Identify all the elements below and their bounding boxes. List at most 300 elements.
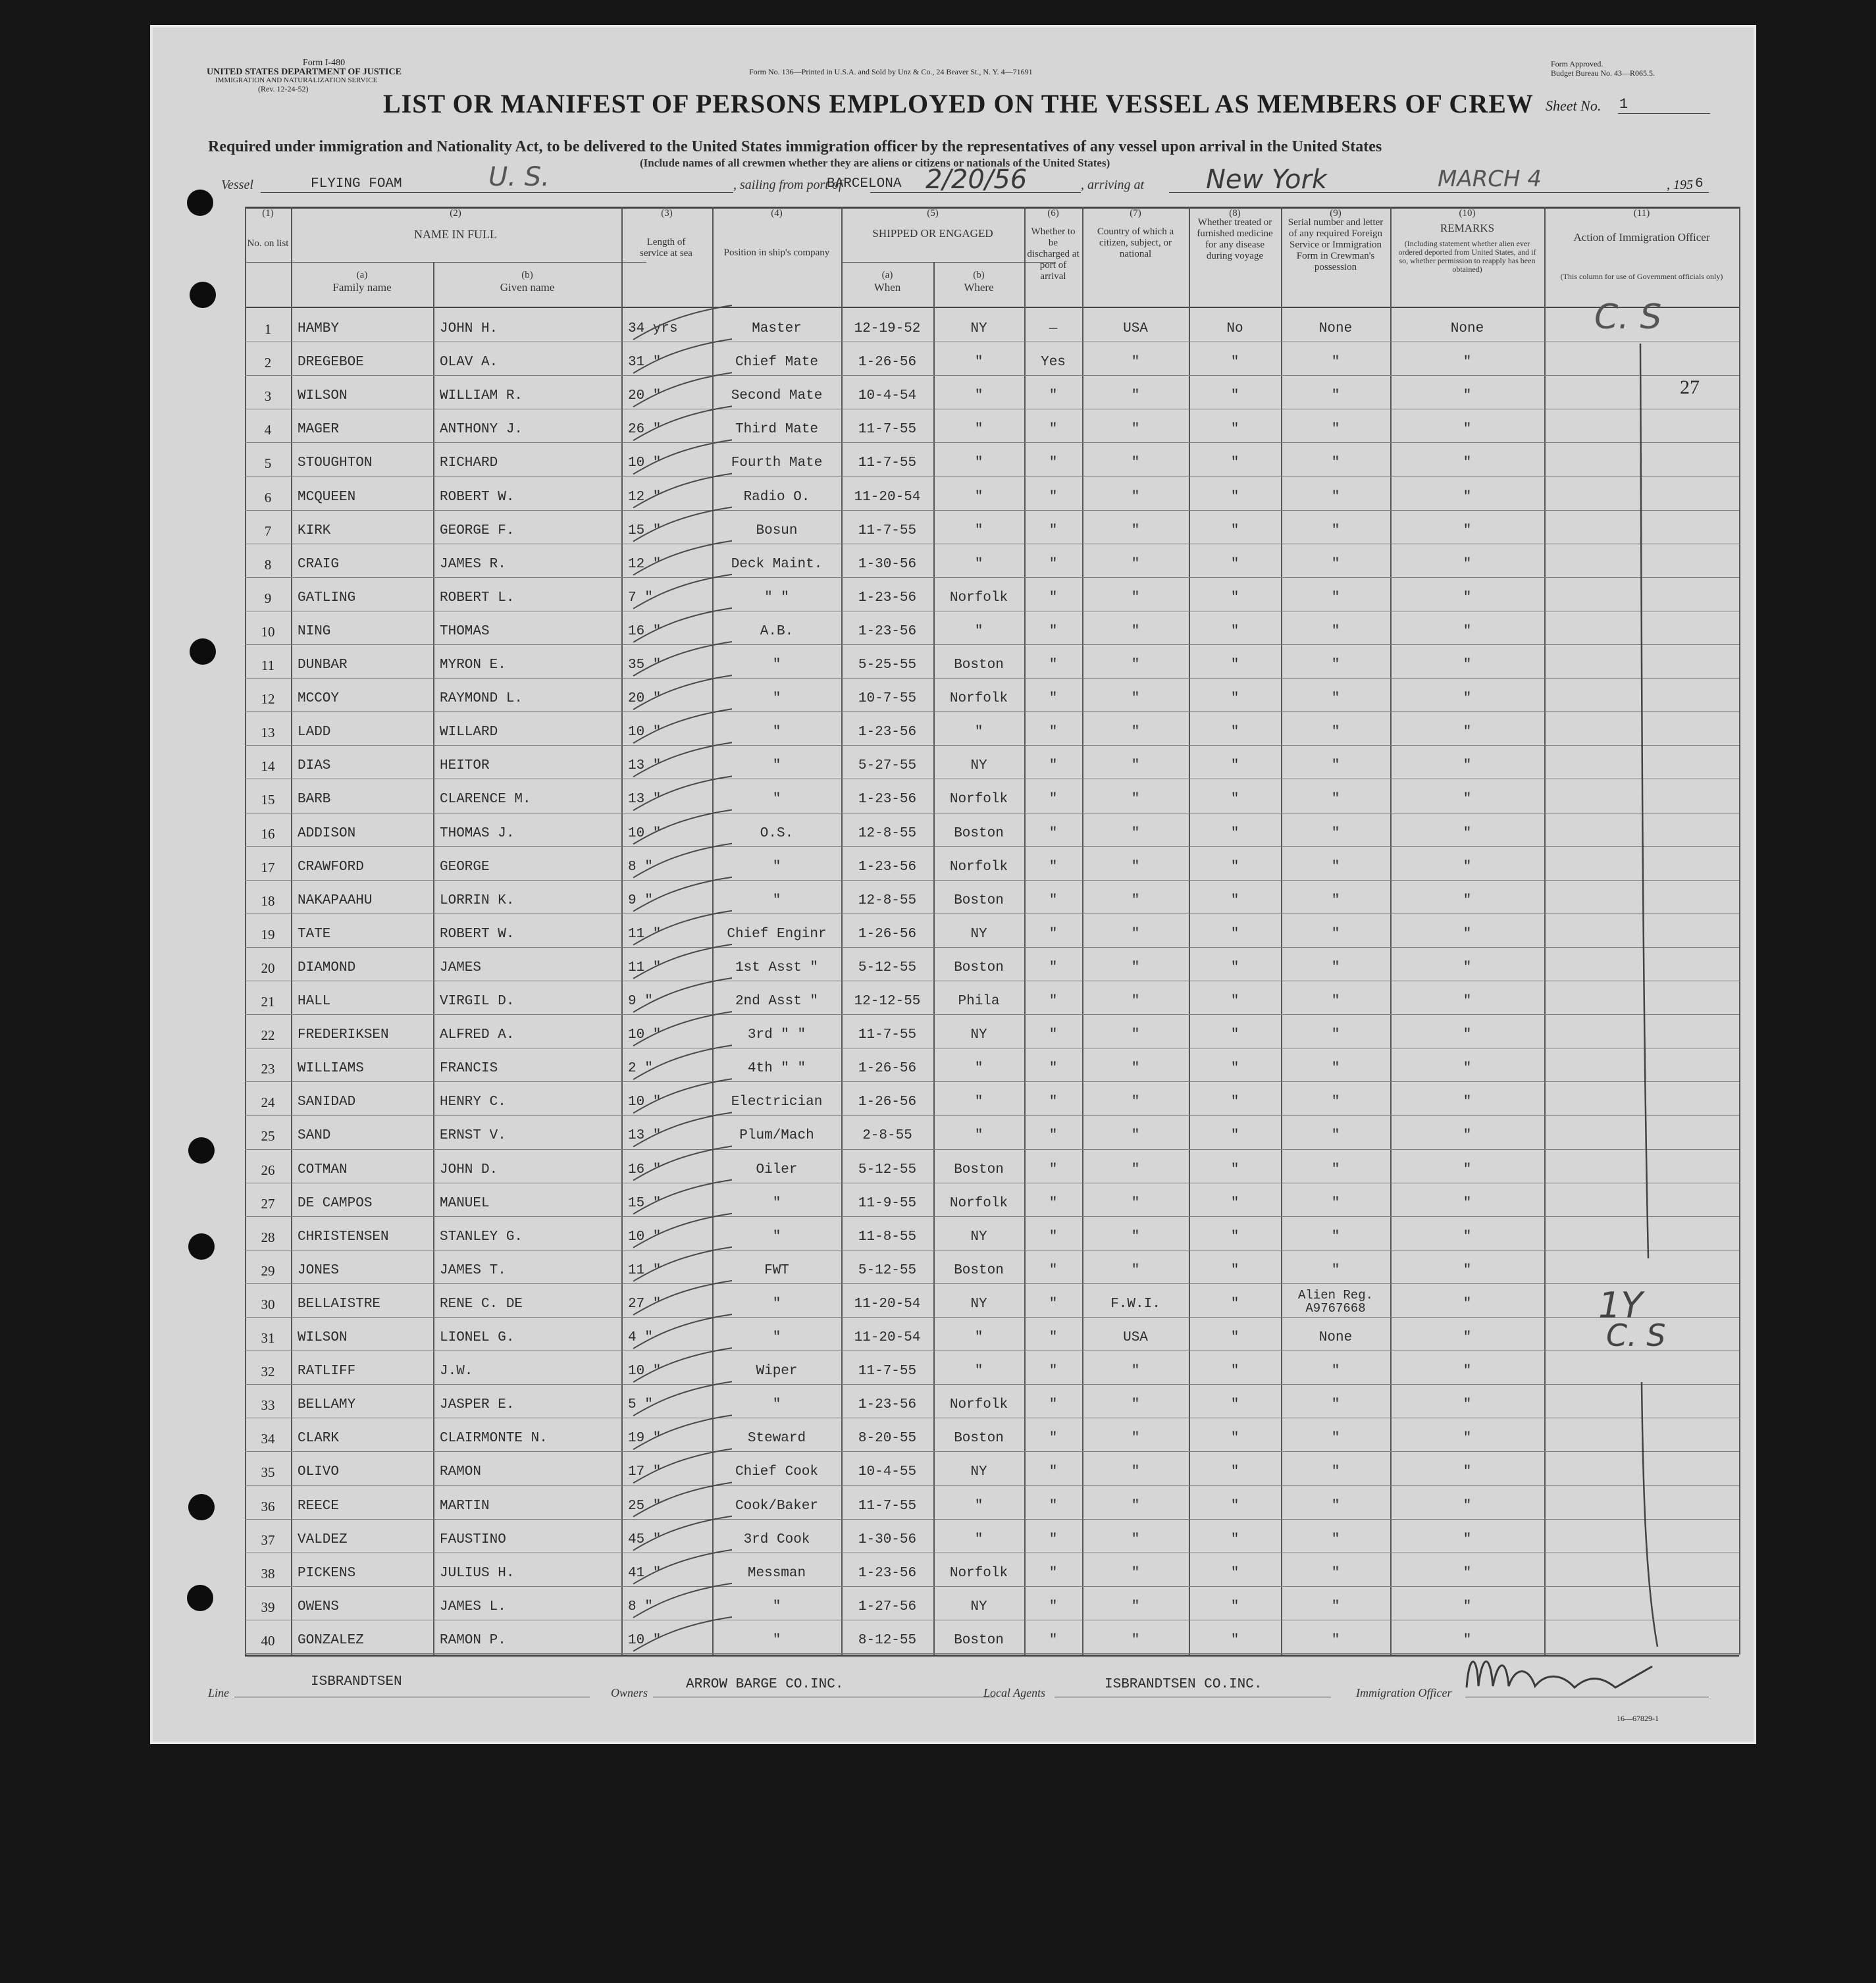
discharged: " bbox=[1049, 1330, 1058, 1345]
shipped-when: 12-8-55 bbox=[858, 825, 917, 841]
form-subtitle: Required under immigration and Nationality Act, to be delivered to the United States immigration officer by the representatives of any vessel upon arrival in the United States bbox=[208, 138, 1382, 155]
discharged: " bbox=[1049, 792, 1058, 808]
row-number: 22 bbox=[261, 1027, 275, 1044]
row-rule bbox=[245, 1216, 1739, 1217]
shipped-when: 11-7-55 bbox=[858, 455, 917, 471]
service-length: 13 " bbox=[628, 758, 662, 774]
serial-number: " bbox=[1331, 523, 1340, 538]
row-number: 30 bbox=[261, 1296, 275, 1312]
remarks: " bbox=[1463, 691, 1472, 707]
shipped-where: Boston bbox=[954, 1431, 1004, 1447]
col-num-7: (7) bbox=[1130, 208, 1141, 219]
given-name: JOHN H. bbox=[440, 321, 498, 336]
service-length: 10 " bbox=[628, 825, 662, 841]
col-header-position: Position in ship's company bbox=[723, 247, 830, 258]
shipped-when: 11-7-55 bbox=[858, 523, 917, 538]
port-to: New York bbox=[1206, 165, 1328, 195]
row-number: 26 bbox=[261, 1162, 275, 1178]
serial-number: " bbox=[1331, 355, 1340, 371]
remarks: " bbox=[1463, 1431, 1472, 1447]
serial-number: " bbox=[1331, 926, 1340, 942]
discharged: " bbox=[1049, 1532, 1058, 1547]
shipped-when: 1-23-56 bbox=[858, 590, 917, 605]
col-header-where: Where bbox=[964, 281, 994, 294]
shipped-when: 1-23-56 bbox=[858, 725, 917, 740]
col-num-2: (2) bbox=[450, 208, 461, 219]
serial-number: " bbox=[1331, 422, 1340, 438]
family-name: KIRK bbox=[298, 523, 331, 538]
country: " bbox=[1131, 1565, 1140, 1581]
shipped-where: " bbox=[974, 355, 983, 371]
shipped-when: 11-8-55 bbox=[858, 1229, 917, 1245]
remarks: " bbox=[1463, 1095, 1472, 1110]
col-num-8: (8) bbox=[1229, 208, 1241, 219]
shipped-where: " bbox=[974, 1364, 983, 1379]
position: " bbox=[772, 792, 781, 808]
punch-hole bbox=[188, 1494, 215, 1520]
position: 3rd Cook bbox=[743, 1532, 810, 1547]
col-header-discharged: Whether to be discharged at port of arrival bbox=[1027, 226, 1080, 282]
shipped-where: NY bbox=[970, 758, 987, 774]
remarks: " bbox=[1463, 623, 1472, 639]
shipped-where: Phila bbox=[958, 994, 1000, 1009]
shipped-when: 1-23-56 bbox=[858, 623, 917, 639]
row-number: 32 bbox=[261, 1364, 275, 1380]
revision-line: (Rev. 12-24-52) bbox=[258, 84, 309, 93]
shipped-when: 10-4-55 bbox=[858, 1464, 917, 1480]
position: FWT bbox=[764, 1262, 789, 1278]
shipped-when: 2-8-55 bbox=[862, 1128, 912, 1144]
bracket-line-upper bbox=[1640, 344, 1648, 1258]
country: USA bbox=[1123, 321, 1148, 336]
row-rule bbox=[245, 1519, 1739, 1520]
shipped-when: 12-19-52 bbox=[854, 321, 921, 336]
given-name: HENRY C. bbox=[440, 1095, 506, 1110]
shipped-where: " bbox=[974, 388, 983, 404]
country: " bbox=[1131, 489, 1140, 505]
shipped-when: 1-23-56 bbox=[858, 1397, 917, 1413]
service-length: 11 " bbox=[628, 960, 662, 975]
country: " bbox=[1131, 1128, 1140, 1144]
shipped-when: 11-9-55 bbox=[858, 1195, 917, 1211]
serial-number: " bbox=[1331, 859, 1340, 875]
country: " bbox=[1131, 859, 1140, 875]
shipped-where: Boston bbox=[954, 657, 1004, 673]
given-name: ROBERT W. bbox=[440, 489, 515, 505]
country: " bbox=[1131, 1632, 1140, 1648]
given-name: GEORGE bbox=[440, 859, 490, 875]
discharged: " bbox=[1049, 1599, 1058, 1614]
remarks: " bbox=[1463, 1027, 1472, 1043]
serial-number: " bbox=[1331, 1095, 1340, 1110]
country: " bbox=[1131, 355, 1140, 371]
row-number: 37 bbox=[261, 1532, 275, 1548]
serial-number: " bbox=[1331, 1195, 1340, 1211]
given-name: ANTHONY J. bbox=[440, 422, 523, 438]
bracket-line-lower bbox=[1642, 1382, 1657, 1647]
country: " bbox=[1131, 1431, 1140, 1447]
discharged: " bbox=[1049, 1095, 1058, 1110]
sailing-label: , sailing from port of bbox=[733, 178, 843, 192]
given-name: RAMON bbox=[440, 1464, 482, 1480]
shipped-where: NY bbox=[970, 1027, 987, 1043]
service-length: 10 " bbox=[628, 1229, 662, 1245]
discharged: " bbox=[1049, 1632, 1058, 1648]
given-name: JAMES T. bbox=[440, 1262, 506, 1278]
service-length: 26 " bbox=[628, 422, 662, 438]
col-header-given: Given name bbox=[500, 281, 555, 294]
position: " bbox=[772, 892, 781, 908]
shipped-when: 11-7-55 bbox=[858, 1364, 917, 1379]
given-name: HEITOR bbox=[440, 758, 490, 774]
shipped-where: " bbox=[974, 422, 983, 438]
row-number: 12 bbox=[261, 691, 275, 708]
discharged: " bbox=[1049, 388, 1058, 404]
family-name: DREGEBOE bbox=[298, 355, 364, 371]
family-name: PICKENS bbox=[298, 1565, 356, 1581]
family-name: OWENS bbox=[298, 1599, 340, 1614]
row-rule bbox=[245, 678, 1739, 679]
given-name: FRANCIS bbox=[440, 1061, 498, 1077]
country: " bbox=[1131, 1229, 1140, 1245]
given-name: OLAV A. bbox=[440, 355, 498, 371]
medicine: " bbox=[1230, 1162, 1239, 1177]
given-name: MARTIN bbox=[440, 1498, 490, 1514]
medicine: " bbox=[1230, 892, 1239, 908]
country: " bbox=[1131, 422, 1140, 438]
col-header-officer: Action of Immigration Officer bbox=[1573, 231, 1710, 244]
medicine: " bbox=[1230, 758, 1239, 774]
given-name: LIONEL G. bbox=[440, 1330, 515, 1345]
service-length: 17 " bbox=[628, 1464, 662, 1480]
row-rule bbox=[245, 375, 1739, 376]
discharged: " bbox=[1049, 1262, 1058, 1278]
discharged: " bbox=[1049, 1195, 1058, 1211]
family-name: MCCOY bbox=[298, 691, 340, 707]
remarks: " bbox=[1463, 758, 1472, 774]
given-name: J.W. bbox=[440, 1364, 473, 1379]
position: " bbox=[772, 1632, 781, 1648]
shipped-where: " bbox=[974, 1532, 983, 1547]
serial-number: " bbox=[1331, 1498, 1340, 1514]
row-number: 13 bbox=[261, 725, 275, 741]
line-value: ISBRANDTSEN bbox=[311, 1674, 402, 1689]
owners-value: ARROW BARGE CO.INC. bbox=[686, 1677, 844, 1692]
row-number: 35 bbox=[261, 1464, 275, 1481]
col-num-9: (9) bbox=[1330, 208, 1342, 219]
row-number: 39 bbox=[261, 1599, 275, 1615]
remarks: " bbox=[1463, 1532, 1472, 1547]
given-name: LORRIN K. bbox=[440, 892, 515, 908]
shipped-where: Norfolk bbox=[949, 691, 1008, 707]
count-annotation: 27 bbox=[1680, 376, 1700, 398]
row-rule bbox=[245, 1451, 1739, 1452]
serial-number: " bbox=[1331, 1599, 1340, 1614]
officer-mark-low: C. S bbox=[1606, 1318, 1666, 1353]
shipped-when: 10-7-55 bbox=[858, 691, 917, 707]
row-number: 3 bbox=[264, 388, 272, 405]
discharged: " bbox=[1049, 1229, 1058, 1245]
row-number: 21 bbox=[261, 994, 275, 1010]
shipped-where: " bbox=[974, 1498, 983, 1514]
discharged: " bbox=[1049, 758, 1058, 774]
position: " bbox=[772, 1296, 781, 1312]
discharged: Yes bbox=[1041, 355, 1066, 371]
serial-number: " bbox=[1331, 455, 1340, 471]
service-length: 8 " bbox=[628, 859, 653, 875]
given-name: ROBERT W. bbox=[440, 926, 515, 942]
shipped-when: 1-26-56 bbox=[858, 926, 917, 942]
medicine: " bbox=[1230, 422, 1239, 438]
discharged: " bbox=[1049, 623, 1058, 639]
discharged: " bbox=[1049, 489, 1058, 505]
shipped-where: Norfolk bbox=[949, 1195, 1008, 1211]
country: " bbox=[1131, 1364, 1140, 1379]
discharged: — bbox=[1049, 321, 1058, 336]
serial-number: " bbox=[1331, 1397, 1340, 1413]
position: Steward bbox=[747, 1431, 806, 1447]
remarks: " bbox=[1463, 1128, 1472, 1144]
family-name: DUNBAR bbox=[298, 657, 348, 673]
shipped-when: 5-12-55 bbox=[858, 960, 917, 975]
row-rule bbox=[245, 745, 1739, 746]
discharged: " bbox=[1049, 523, 1058, 538]
family-name: FREDERIKSEN bbox=[298, 1027, 389, 1043]
shipped-where: " bbox=[974, 523, 983, 538]
service-length: 25 " bbox=[628, 1498, 662, 1514]
discharged: " bbox=[1049, 1431, 1058, 1447]
remarks: " bbox=[1463, 1498, 1472, 1514]
col-header-remarks-note: (Including statement whether alien ever ordered deported from United States, and if so, whether permission to reapply has been obtained) bbox=[1398, 239, 1536, 274]
medicine: " bbox=[1230, 1330, 1239, 1345]
discharged: " bbox=[1049, 859, 1058, 875]
country: " bbox=[1131, 825, 1140, 841]
col-header-name: NAME IN FULL bbox=[414, 228, 497, 241]
medicine: " bbox=[1230, 1632, 1239, 1648]
serial-number: " bbox=[1331, 1464, 1340, 1480]
remarks: " bbox=[1463, 1195, 1472, 1211]
service-length: 20 " bbox=[628, 388, 662, 404]
row-rule bbox=[245, 577, 1739, 578]
form-number: Form I-480 bbox=[302, 58, 346, 68]
remarks: " bbox=[1463, 1397, 1472, 1413]
punch-hole bbox=[187, 190, 213, 216]
family-name: MAGER bbox=[298, 422, 340, 438]
family-name: HAMBY bbox=[298, 321, 340, 336]
medicine: " bbox=[1230, 859, 1239, 875]
medicine: " bbox=[1230, 1195, 1239, 1211]
row-number: 6 bbox=[264, 489, 272, 505]
medicine: " bbox=[1230, 1565, 1239, 1581]
medicine: " bbox=[1230, 1296, 1239, 1312]
col-num-5: (5) bbox=[927, 208, 939, 219]
discharged: " bbox=[1049, 1464, 1058, 1480]
given-name: MANUEL bbox=[440, 1195, 490, 1211]
family-name: WILLIAMS bbox=[298, 1061, 364, 1077]
row-number: 8 bbox=[264, 556, 272, 573]
discharged: " bbox=[1049, 892, 1058, 908]
remarks: " bbox=[1463, 994, 1472, 1009]
service-length: 11 " bbox=[628, 926, 662, 942]
position: Bosun bbox=[756, 523, 798, 538]
country: " bbox=[1131, 657, 1140, 673]
shipped-when: 1-23-56 bbox=[858, 792, 917, 808]
family-name: WILSON bbox=[298, 388, 348, 404]
country: " bbox=[1131, 590, 1140, 605]
row-rule bbox=[245, 476, 1739, 477]
serial-number: " bbox=[1331, 1061, 1340, 1077]
shipped-where: Norfolk bbox=[949, 792, 1008, 808]
country: USA bbox=[1123, 1330, 1148, 1345]
shipped-where: " bbox=[974, 1095, 983, 1110]
position: 1st Asst " bbox=[735, 960, 819, 975]
discharged: " bbox=[1049, 1565, 1058, 1581]
serial-number: " bbox=[1331, 556, 1340, 572]
row-rule bbox=[245, 1115, 1739, 1116]
serial-number: " bbox=[1331, 590, 1340, 605]
row-number: 36 bbox=[261, 1498, 275, 1514]
row-rule bbox=[245, 1485, 1739, 1486]
shipped-where: Boston bbox=[954, 1162, 1004, 1177]
country: " bbox=[1131, 556, 1140, 572]
line-label: Line bbox=[208, 1686, 230, 1699]
shipped-when: 11-7-55 bbox=[858, 422, 917, 438]
row-number: 2 bbox=[264, 355, 272, 371]
row-number: 29 bbox=[261, 1262, 275, 1279]
col-header-serial: Serial number and letter of any required Foreign Service or Immigration Form in Crewman's possession bbox=[1288, 217, 1384, 272]
given-name: JULIUS H. bbox=[440, 1565, 515, 1581]
medicine: " bbox=[1230, 355, 1239, 371]
family-name: DIAS bbox=[298, 758, 331, 774]
given-name: RENE C. DE bbox=[440, 1296, 523, 1312]
service-length: 19 " bbox=[628, 1431, 662, 1447]
owners-label: Owners bbox=[611, 1686, 648, 1699]
serial-number: Alien Reg. A9767668 bbox=[1297, 1287, 1374, 1316]
row-rule bbox=[245, 1586, 1739, 1587]
remarks: " bbox=[1463, 859, 1472, 875]
col-header-no: No. on list bbox=[247, 238, 289, 249]
sheet-number: 1 bbox=[1619, 96, 1628, 113]
medicine: " bbox=[1230, 1464, 1239, 1480]
row-number: 40 bbox=[261, 1632, 275, 1649]
signature bbox=[1467, 1662, 1652, 1688]
service-length: 10 " bbox=[628, 1095, 662, 1110]
serial-number: " bbox=[1331, 1027, 1340, 1043]
remarks: " bbox=[1463, 1599, 1472, 1614]
service-length: 2 " bbox=[628, 1061, 653, 1077]
given-name: WILLIAM R. bbox=[440, 388, 523, 404]
position: Electrician bbox=[731, 1095, 823, 1110]
shipped-when: 1-26-56 bbox=[858, 355, 917, 371]
row-rule bbox=[245, 442, 1739, 443]
medicine: " bbox=[1230, 1061, 1239, 1077]
discharged: " bbox=[1049, 1296, 1058, 1312]
col-letter-5b: (b) bbox=[973, 270, 985, 280]
row-number: 5 bbox=[264, 455, 272, 472]
serial-number: " bbox=[1331, 623, 1340, 639]
serial-number: " bbox=[1331, 1565, 1340, 1581]
row-number: 1 bbox=[264, 321, 272, 337]
discharged: " bbox=[1049, 1061, 1058, 1077]
row-number: 14 bbox=[261, 758, 275, 775]
service-length: 10 " bbox=[628, 1632, 662, 1648]
shipped-where: NY bbox=[970, 1296, 987, 1312]
family-name: BARB bbox=[298, 792, 331, 808]
given-name: CLAIRMONTE N. bbox=[440, 1431, 548, 1447]
shipped-where: " bbox=[974, 556, 983, 572]
remarks: " bbox=[1463, 489, 1472, 505]
medicine: " bbox=[1230, 523, 1239, 538]
col-num-4: (4) bbox=[771, 208, 783, 219]
serial-number: " bbox=[1331, 1532, 1340, 1547]
row-number: 33 bbox=[261, 1397, 275, 1414]
row-rule bbox=[245, 644, 1739, 645]
given-name: ERNST V. bbox=[440, 1128, 506, 1144]
given-name: ALFRED A. bbox=[440, 1027, 515, 1043]
position: " " bbox=[764, 590, 789, 605]
discharged: " bbox=[1049, 1027, 1058, 1043]
col-header-officer-note: (This column for use of Government officials only) bbox=[1560, 272, 1723, 281]
row-rule bbox=[245, 711, 1739, 712]
discharged: " bbox=[1049, 691, 1058, 707]
position: 3rd " " bbox=[747, 1027, 806, 1043]
sheet-label: Sheet No. bbox=[1546, 97, 1602, 114]
given-name: VIRGIL D. bbox=[440, 994, 515, 1009]
row-number: 10 bbox=[261, 623, 275, 640]
country: " bbox=[1131, 1095, 1140, 1110]
shipped-where: " bbox=[974, 1330, 983, 1345]
col-header-remarks: REMARKS bbox=[1440, 222, 1495, 234]
budget-line: Budget Bureau No. 43—R065.5. bbox=[1551, 68, 1655, 78]
family-name: SAND bbox=[298, 1128, 331, 1144]
remarks: " bbox=[1463, 960, 1472, 975]
row-number: 17 bbox=[261, 859, 275, 875]
officer-mark-top: C. S bbox=[1594, 297, 1662, 337]
family-name: TATE bbox=[298, 926, 331, 942]
family-name: STOUGHTON bbox=[298, 455, 373, 471]
shipped-where: Boston bbox=[954, 1262, 1004, 1278]
serial-number: " bbox=[1331, 388, 1340, 404]
remarks: None bbox=[1450, 321, 1484, 336]
row-number: 15 bbox=[261, 792, 275, 808]
serial-number: " bbox=[1331, 1162, 1340, 1177]
position: " bbox=[772, 1195, 781, 1211]
position: Chief Mate bbox=[735, 355, 819, 371]
position: " bbox=[772, 1229, 781, 1245]
row-number: 27 bbox=[261, 1195, 275, 1212]
shipped-where: NY bbox=[970, 926, 987, 942]
given-name: JASPER E. bbox=[440, 1397, 515, 1413]
shipped-where: NY bbox=[970, 1229, 987, 1245]
family-name: MCQUEEN bbox=[298, 489, 356, 505]
row-number: 4 bbox=[264, 422, 272, 438]
given-name: GEORGE F. bbox=[440, 523, 515, 538]
col-header-when: When bbox=[873, 281, 901, 294]
sailing-date: 2/20/56 bbox=[925, 165, 1028, 195]
service-length: 35 " bbox=[628, 657, 662, 673]
row-rule bbox=[245, 1014, 1739, 1015]
remarks: " bbox=[1463, 388, 1472, 404]
family-name: DIAMOND bbox=[298, 960, 356, 975]
country: " bbox=[1131, 926, 1140, 942]
col-letter-5a: (a) bbox=[881, 270, 893, 280]
service-length: 9 " bbox=[628, 892, 653, 908]
given-name: STANLEY G. bbox=[440, 1229, 523, 1245]
country: " bbox=[1131, 994, 1140, 1009]
given-name: RAMON P. bbox=[440, 1632, 506, 1648]
remarks: " bbox=[1463, 792, 1472, 808]
position: 2nd Asst " bbox=[735, 994, 819, 1009]
